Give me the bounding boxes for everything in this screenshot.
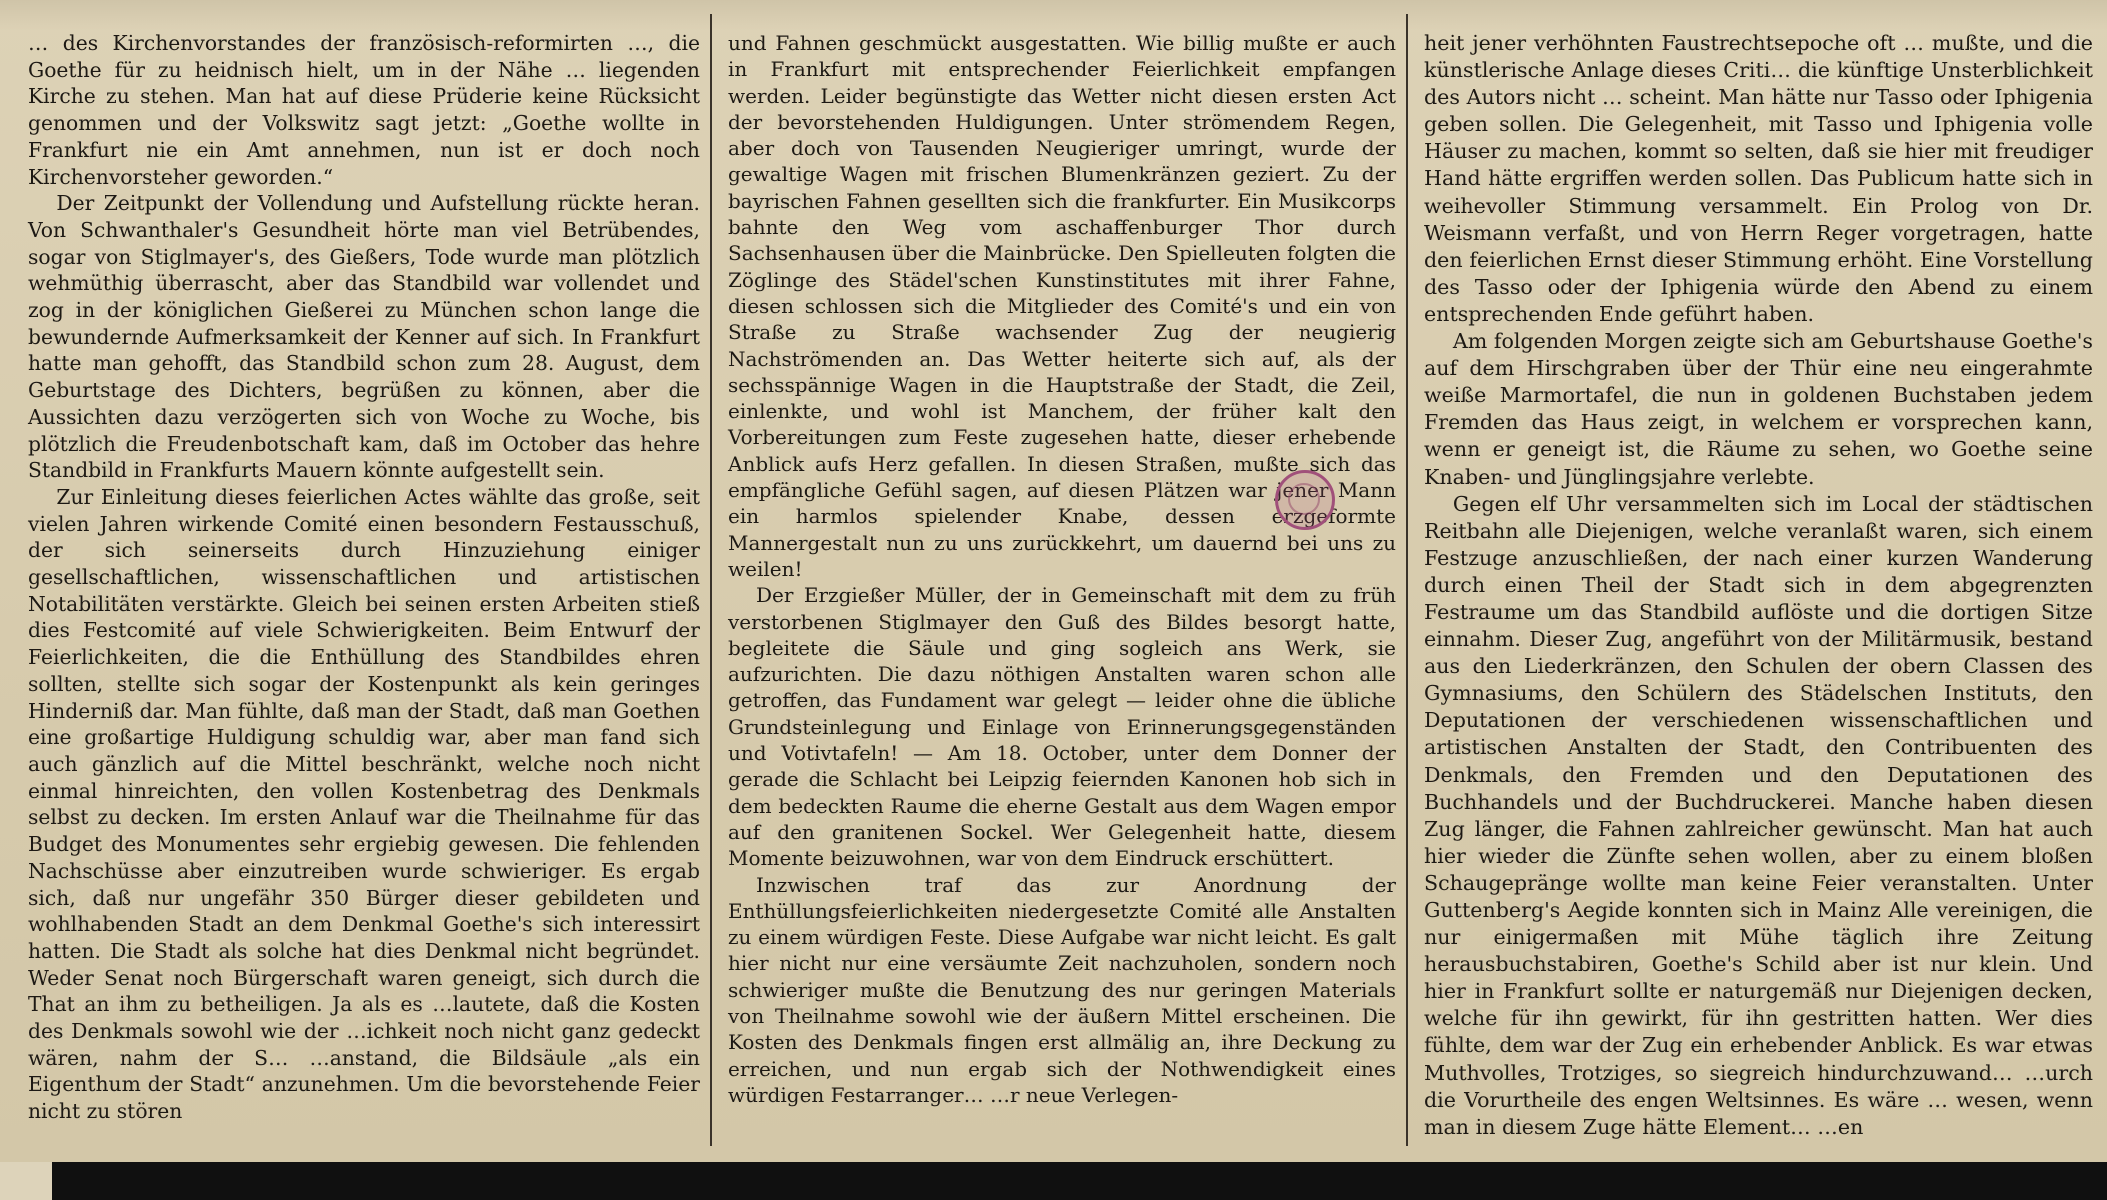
scan-border [52,1162,2107,1200]
paragraph: … des Kirchenvorstandes der französisch-reformirten …, die Goethe für zu heidnisch hielt, um in der Nähe … liegenden Kirche zu stehen. Man hat auf diese Prüderie keine Rücksicht genommen und der Volkswitz sagt jetzt: „Goethe wollte in Frankfurt nie ein Amt annehmen, nun ist er doch noch Kirchenvorsteher geworden.“ [28,31,700,189]
paragraph: Am folgenden Morgen zeigte sich am Geburtshause Goethe's auf dem Hirschgraben über der Thür eine neu eingerahmte weiße Marmortafel, die nun in goldenen Buchstaben jedem Fremden das Haus zeigt, in welchem er vorsprechen kann, wenn er geneigt ist, die Räume zu sehen, wo Goethe seine Knaben- und Jünglingsjahre verlebte. [1424,329,2093,489]
paragraph: heit jener verhöhnten Faustrechtsepoche oft … mußte, und die künstlerische Anlage dieses Criti… die künftige Unsterblichkeit des Autors nicht … scheint. Man hätte nur Tasso oder Iphigenia geben sollen. Die Gelegenheit, mit Tasso und Iphigenia volle Häuser zu machen, kommt so selten, daß sie hier mit freudiger Hand hätte ergriffen werden sollen. Das Publicum hatte sich in weihevoller Stimmung versammelt. Ein Prolog von Dr. Weismann verfaßt, und von Herrn Reger vorgetragen, hatte den feierlichen Ernst dieser Stimmung erhöht. Eine Vorstellung des Tasso oder der Iphigenia würde den Abend zu einem entsprechenden Ende geführt haben. [1424,31,2093,326]
paragraph: Der Erzgießer Müller, der in Gemeinschaft mit dem zu früh verstorbenen Stiglmayer den Guß des Bildes besorgt hatte, begleitete die Säule und ging sogleich ans Werk, sie aufzurichten. Die dazu nöthigen Anstalten waren schon alle getroffen, das Fundament war gelegt — leider ohne die übliche Grundsteinlegung und Einlage von Erinnerungsgegenständen und Votivtafeln! — Am 18. October, unter dem Donner der gerade die Schlacht bei Leipzig feiernden Kanonen hob sich in dem bedeckten Raume die eherne Gestalt aus dem Wagen empor auf den granitenen Sockel. Wer Gelegenheit hatte, diesem Momente beizuwohnen, war von dem Eindruck erschüttert. [728,583,1396,871]
text-column-3 [1410,30,2107,1142]
paragraph: und Fahnen geschmückt ausgestatten. Wie billig mußte er auch in Frankfurt mit entsprechender Feierlichkeit empfangen werden. Leider begünstigte das Wetter nicht diesen ersten Act der bevorstehenden Huldigungen. Unter strömendem Regen, aber doch von Tausenden Neugieriger umringt, wurde der gewaltige Wagen mit frischen Blumenkränzen geziert. Zu der bayrischen Fahnen gesellten sich die frankfurter. Ein Musikcorps bahnte den Weg vom aschaffenburger Thor durch Sachsenhausen über die Mainbrücke. Den Spielleuten folgten die Zöglinge des Städel'schen Kunstinstitutes mit ihrer Fahne, diesen schlossen sich die Mitglieder des Comité's und ein von Straße zu Straße wachsender Zug der neugierig Nachströmenden an. Das Wetter heiterte sich auf, als der sechsspännige Wagen in die Hauptstraße der Stadt, die Zeil, einlenkte, und wohl ist Manchem, der früher kalt den Vorbereitungen zum Feste zugesehen hatte, dieser erhebende Anblick aufs Herz gefallen. In diesen Straßen, mußte sich das empfängliche Gefühl sagen, auf diesen Plätzen war jener Mann ein harmlos spielender Knabe, dessen erzgeformte Mannergestalt nun zu uns zurückkehrt, um dauernd bei uns zu weilen! [728,31,1396,581]
text-column-1 [14,30,714,1142]
paragraph: Gegen elf Uhr versammelten sich im Local der städtischen Reitbahn alle Diejenigen, welche veranlaßt waren, sich einem Festzuge anzuschließen, der nach einer kurzen Wanderung durch einen Theil der Stadt sich in dem abgegrenzten Festraume um das Standbild auflöste und die dortigen Sitze einnahm. Dieser Zug, angeführt von der Militärmusik, bestand aus den Liederkränzen, den Schulen der obern Classen des Gymnasiums, den Schülern des Städelschen Instituts, den Deputationen der verschiedenen wissenschaftlichen und artistischen Anstalten der Stadt, den Contribuenten des Denkmals, den Fremden und den Deputationen des Buchhandels und der Buchdruckerei. Manche haben diesen Zug länger, die Fahnen zahlreicher gewünscht. Man hat auch hier wieder die Zünfte sehen wollen, aber zu einem bloßen Schaugepränge wollte man keine Feier veranstalten. Unter Guttenberg's Aegide konnten sich in Mainz Alle vereinigen, die nur einigermaßen mit Mühe täglich ihre Zeitung herausbuchstabiren, Goethe's Schild aber ist nur klein. Und hier in Frankfurt sollte er naturgemäß nur Diejenigen decken, welche für ihn gewirkt, für ihn gestritten hatten. Wer dies fühlte, dem war der Zug ein erhebender Anblick. Es war etwas Muthvolles, Trotziges, so siegreich hindurchzuwand… …urch die Vorurtheile des engen Weltsinnes. Es wäre … wesen, wenn man in diesem Zuge hätte Element… …en [1424,491,2093,1139]
torn-top-edge [0,0,2107,30]
paragraph: Zur Einleitung dieses feierlichen Actes wählte das große, seit vielen Jahren wirkende Comité einen besondern Festausschuß, der sich seinerseits durch Hinzuziehung einiger gesellschaftlichen, wissenschaftlichen und artistischen Notabilitäten verstärkte. Gleich bei seinen ersten Arbeiten stieß dies Festcomité auf viele Schwierigkeiten. Beim Entwurf der Feierlichkeiten, die die Enthüllung des Standbildes ehren sollten, stellte sich sogar der Kostenpunkt als kein geringes Hinderniß dar. Man fühlte, daß man der Stadt, daß man Goethen eine großartige Huldigung schuldig war, aber man fand sich auch gänzlich auf die Mittel beschränkt, welche noch nicht einmal hinreichten, den vollen Kostenbetrag des Denkmals selbst zu decken. Im ersten Anlauf war die Theilnahme für das Budget des Monumentes sehr ergiebig gewesen. Die fehlenden Nachschüsse aber einzutreiben wurde schwieriger. Es ergab sich, daß nur ungefähr 350 Bürger dieser gebildeten und wohlhabenden Stadt an dem Denkmal Goethe's sich interessirt hatten. Die Stadt als solche hat dies Denkmal nicht begründet. Weder Senat noch Bürgerschaft waren geneigt, sich durch die That an ihm zu betheiligen. Ja als es …lautete, daß die Kosten des Denkmals sowohl wie der …ichkeit noch nicht ganz gedeckt wären, nahm der S… …anstand, die Bildsäule „als ein Eigenthum der Stadt“ anzunehmen. Um die bevorstehende Feier nicht zu stören [28,484,700,1124]
paragraph: Inzwischen traf das zur Anordnung der Enthüllungsfeierlichkeiten niedergesetzte Comité alle Anstalten zu einem würdigen Feste. Diese Aufgabe war nicht leicht. Es galt hier nicht nur eine versäumte Zeit nachzuholen, sondern noch schwieriger mußte die Benutzung des nur geringen Materials von Theilnahme sowohl wie der äußern Mittel erscheinen. Die Kosten des Denkmals fingen erst allmälig an, ihre Deckung zu erreichen, und nun ergab sich der Nothwendigkeit eines würdigen Festarranger… …r neue Verlegen- [728,872,1396,1107]
library-stamp-ring [1288,483,1320,515]
text-column-2 [714,30,1410,1142]
library-stamp [1275,470,1335,530]
paragraph: Der Zeitpunkt der Vollendung und Aufstellung rückte heran. Von Schwanthaler's Gesundheit hörte man viel Betrübendes, sogar von Stiglmayer's, des Gießers, Tode wurde man plötzlich wehmüthig überrascht, aber das Standbild war vollendet und zog in der königlichen Gießerei zu München schon lange die bewundernde Aufmerksamkeit der Kenner auf sich. In Frankfurt hatte man gehofft, das Standbild schon zum 28. August, dem Geburtstage des Dichters, begrüßen zu können, aber die Aussichten dazu verzögerten sich von Woche zu Woche, bis plötzlich die Freudenbotschaft kam, daß im October das hehre Standbild in Frankfurts Mauern könnte aufgestellt sein. [28,191,700,483]
